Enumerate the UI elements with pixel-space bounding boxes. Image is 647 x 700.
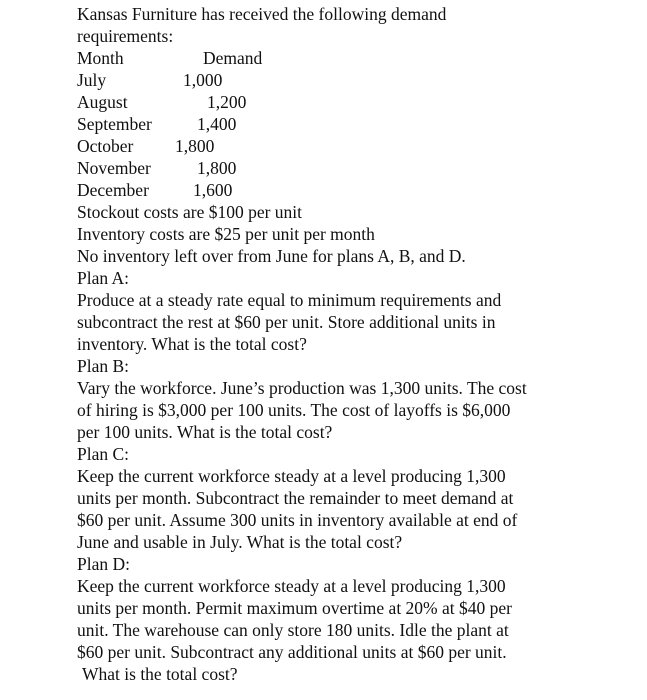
plan-b-line: Vary the workforce. June’s production was 1,300 units. The cost	[77, 378, 527, 398]
plan-c-line: Keep the current workforce steady at a level producing 1,300	[77, 466, 506, 486]
plan-d-line: $60 per unit. Subcontract any additional units at $60 per unit.	[77, 642, 507, 662]
demand-table-header	[77, 47, 637, 69]
demand-value: 1,400	[197, 114, 237, 134]
header-demand: Demand	[203, 48, 263, 68]
demand-value: 1,000	[183, 70, 223, 90]
plan-d-line: Keep the current workforce steady at a level producing 1,300	[77, 576, 506, 596]
month-label: November	[77, 158, 151, 178]
plan-d-line: unit. The warehouse can only store 180 units. Idle the plant at	[77, 620, 509, 640]
plan-c-line: $60 per unit. Assume 300 units in inventory available at end of	[77, 510, 518, 530]
plan-b-line: per 100 units. What is the total cost?	[77, 422, 333, 442]
plan-b-line: of hiring is $3,000 per 100 units. The cost of layoffs is $6,000	[77, 400, 511, 420]
stockout-cost: Stockout costs are $100 per unit	[77, 202, 303, 222]
demand-row-october	[77, 135, 637, 157]
plan-d-line: What is the total cost?	[82, 664, 238, 684]
plan-a-line: subcontract the rest at $60 per unit. Store additional units in	[77, 312, 496, 332]
plan-b-heading: Plan B:	[77, 356, 130, 376]
month-label: December	[77, 180, 149, 200]
plan-d-line: units per month. Permit maximum overtime at 20% at $40 per	[77, 598, 512, 618]
plan-d-heading: Plan D:	[77, 554, 130, 574]
header-month: Month	[77, 48, 124, 68]
month-label: October	[77, 136, 134, 156]
inventory-cost: Inventory costs are $25 per unit per month	[77, 224, 375, 244]
plan-a-line: Produce at a steady rate equal to minimum requirements and	[77, 290, 502, 310]
demand-row-september	[77, 113, 637, 135]
demand-value: 1,200	[207, 92, 247, 112]
demand-value: 1,600	[193, 180, 233, 200]
demand-row-december	[77, 179, 637, 201]
plan-a-heading: Plan A:	[77, 268, 130, 288]
no-inventory-note: No inventory left over from June for plans A, B, and D.	[77, 246, 466, 266]
plan-c-line: units per month. Subcontract the remainder to meet demand at	[77, 488, 514, 508]
demand-row-august	[77, 91, 637, 113]
document-body	[77, 3, 637, 685]
demand-row-july	[77, 69, 637, 91]
demand-row-november	[77, 157, 637, 179]
demand-value: 1,800	[197, 158, 237, 178]
demand-value: 1,800	[175, 136, 215, 156]
plan-a-line: inventory. What is the total cost?	[77, 334, 307, 354]
month-label: July	[77, 70, 107, 90]
intro-line-2: requirements:	[77, 26, 174, 46]
plan-c-line: June and usable in July. What is the total cost?	[77, 532, 403, 552]
plan-c-heading: Plan C:	[77, 444, 130, 464]
month-label: August	[77, 92, 128, 112]
intro-line-1: Kansas Furniture has received the following demand	[77, 4, 447, 24]
month-label: September	[77, 114, 152, 134]
